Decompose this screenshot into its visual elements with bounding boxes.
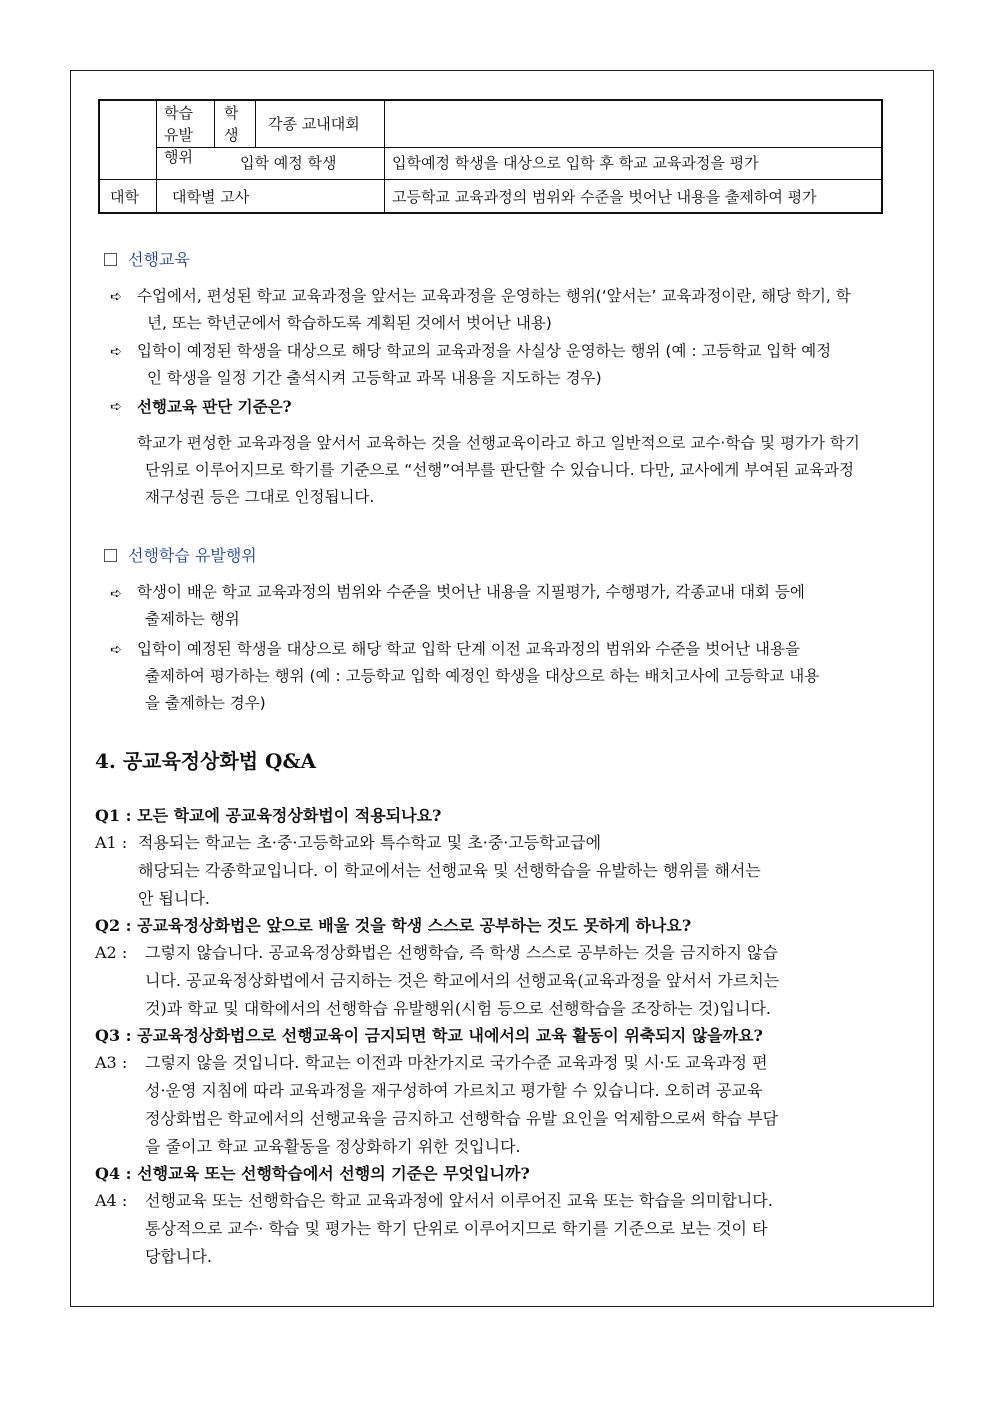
table-subgroup-label: 학 생 bbox=[224, 104, 239, 144]
policy-table bbox=[98, 99, 883, 214]
criteria-body: 학교가 편성한 교육과정을 앞서서 교육하는 것을 선행교육이라고 하고 일반적으로 교수·학습 및 평가가 학기 단위로 이루어지므로 학기를 기준으로 “선행”여부를 판단할 수 있습니다. 다만, 교사에게 부여된 교육과정 재구성권 등은 그대로 인정됩니다. bbox=[137, 434, 860, 506]
question-1: Q1 : 모든 학교에 공교육정상화법이 적용되나요? bbox=[95, 806, 442, 825]
answer-2: 그렇지 않습니다. 공교육정상화법은 선행학습, 즉 학생 스스로 공부하는 것을 금지하지 않습 니다. 공교육정상화법에서 금지하는 것은 학교에서의 선행교육(교육과정을 앞서서 가르치는 것)과 학교 및 대학에서의 선행학습 유발행위(시험 등으로 선행학습을 조장하는 것)입니다. bbox=[145, 943, 780, 1018]
section1-bullet-2: 입학이 예정된 학생을 대상으로 해당 학교의 교육과정을 사실상 운영하는 행위 (예 : 고등학교 입학 예정 인 학생을 일정 기간 출석시켜 고등학교 과목 내용을 지도하는 경우) bbox=[137, 342, 832, 387]
section2-bullet-1: 학생이 배운 학교 교육과정의 범위와 수준을 벗어난 내용을 지필평가, 수행평가, 각종교내 대회 등에 출제하는 행위 bbox=[137, 583, 805, 628]
arrow-bullet-icon: ➪ bbox=[110, 586, 122, 602]
arrow-bullet-icon: ➪ bbox=[110, 289, 122, 305]
table-item-admission: 입학 예정 학생 bbox=[240, 154, 337, 172]
answer-label-2: A2 : bbox=[95, 943, 128, 962]
answer-label-4: A4 : bbox=[95, 1191, 128, 1210]
checkbox-icon bbox=[104, 549, 117, 562]
table-row-head-university: 대학 bbox=[110, 188, 139, 206]
qa-heading: 4. 공교육정상화법 Q&A bbox=[95, 749, 317, 773]
arrow-bullet-icon: ➪ bbox=[110, 344, 122, 360]
section-title-learning-inducement: 선행학습 유발행위 bbox=[104, 543, 257, 566]
question-2: Q2 : 공교육정상화법은 앞으로 배울 것을 학생 스스로 공부하는 것도 못하게 하나요? bbox=[95, 916, 692, 935]
table-group-label: 학습 유발 행위 bbox=[164, 104, 193, 166]
arrow-bullet-icon: ➪ bbox=[110, 399, 122, 415]
arrow-bullet-icon: ➪ bbox=[110, 642, 122, 658]
answer-label-3: A3 : bbox=[95, 1053, 128, 1072]
table-item-contest: 각종 교내대회 bbox=[268, 115, 360, 133]
table-desc-admission: 입학예정 학생을 대상으로 입학 후 학교 교육과정을 평가 bbox=[392, 154, 759, 172]
criteria-title: 선행교육 판단 기준은? bbox=[137, 397, 292, 416]
checkbox-icon bbox=[104, 253, 117, 266]
table-desc-university: 고등학교 교육과정의 범위와 수준을 벗어난 내용을 출제하여 평가 bbox=[392, 188, 817, 206]
answer-4: 선행교육 또는 선행학습은 학교 교육과정에 앞서서 이루어진 교육 또는 학습을 의미합니다. 통상적으로 교수· 학습 및 평가는 학기 단위로 이루어지므로 학기를 기준으로 보는 것이 타 당합니다. bbox=[145, 1191, 773, 1266]
table-item-university: 대학별 고사 bbox=[172, 188, 250, 206]
answer-3: 그렇지 않을 것입니다. 학교는 이전과 마찬가지로 국가수준 교육과정 및 시·도 교육과정 편 성·운영 지침에 따라 교육과정을 재구성하여 가르치고 평가할 수 있습니다. 오히려 공교육 정상화법은 학교에서의 선행교육을 금지하고 선행학습 유발 요인을 억제함으로써 학습 부담 을 줄이고 학교 교육활동을 정상화하기 위한 것입니다. bbox=[145, 1053, 779, 1156]
answer-label-1: A1 : bbox=[95, 833, 128, 852]
answer-1: 적용되는 학교는 초·중·고등학교와 특수학교 및 초·중·고등학교급에 해당되는 각종학교입니다. 이 학교에서는 선행교육 및 선행학습을 유발하는 행위를 해서는 안 됩니다. bbox=[138, 833, 761, 908]
section1-bullet-1: 수업에서, 편성된 학교 교육과정을 앞서는 교육과정을 운영하는 행위(‘앞서는’ 교육과정이란, 해당 학기, 학 년, 또는 학년군에서 학습하도록 계획된 것에서 벗어난 내용) bbox=[137, 287, 851, 332]
section-title-preceding-education: 선행교육 bbox=[104, 247, 190, 270]
question-4: Q4 : 선행교육 또는 선행학습에서 선행의 기준은 무엇입니까? bbox=[95, 1164, 530, 1183]
section2-bullet-2: 입학이 예정된 학생을 대상으로 해당 학교 입학 단계 이전 교육과정의 범위와 수준을 벗어난 내용을 출제하여 평가하는 행위 (예 : 고등학교 입학 예정인 학생을 대상으로 하는 배치고사에 고등학교 내용 을 출제하는 경우) bbox=[137, 640, 820, 712]
question-3: Q3 : 공교육정상화법으로 선행교육이 금지되면 학교 내에서의 교육 활동이 위축되지 않을까요? bbox=[95, 1026, 763, 1045]
